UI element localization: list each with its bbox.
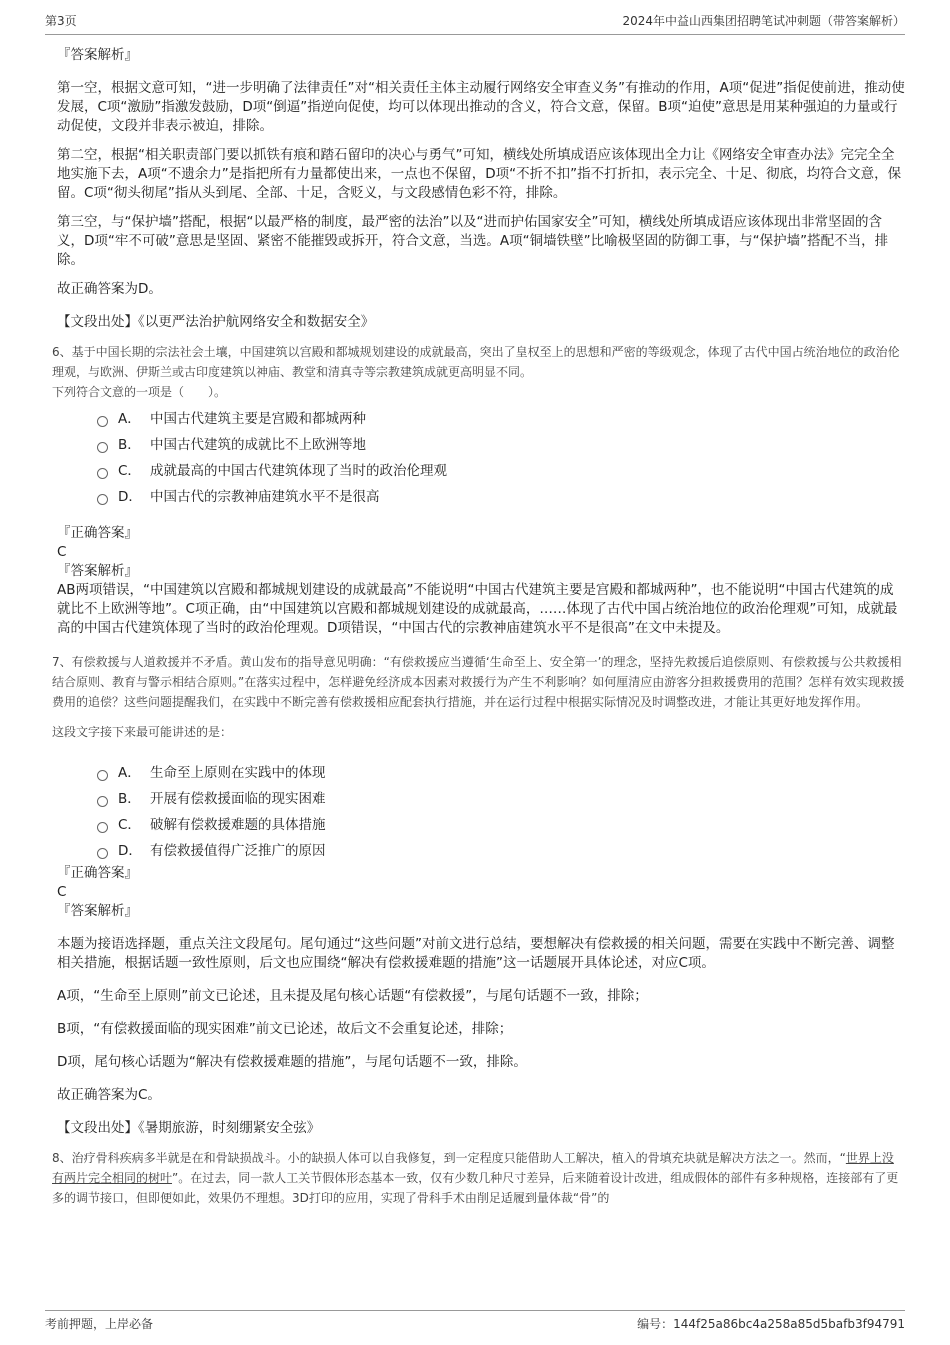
option-list bbox=[97, 760, 905, 864]
document-id: 编号：144f25a86bc4a258a85d5bafb3f94791 bbox=[637, 1317, 905, 1331]
conclusion: 故正确答案为C。 bbox=[57, 1087, 161, 1103]
option-label: D． bbox=[118, 843, 142, 859]
radio-button[interactable] bbox=[97, 494, 108, 505]
stem-text: ”。在过去，同一款人工关节假体形态基本一致，仅有少数几种尺寸差异，后来随着设计改进，组成假体的部件有多种规格，连接部有了更多的调节接口，但即便如此，效果仍不理想。3D打印的应用，实现了骨科手术由削足适履到量体裁“骨”的 bbox=[52, 1171, 899, 1205]
radio-button[interactable] bbox=[97, 770, 108, 781]
option-c[interactable] bbox=[97, 458, 905, 484]
page-header bbox=[45, 12, 905, 35]
passage-source: 【文段出处】《以更严法治护航网络安全和数据安全》 bbox=[57, 314, 375, 330]
option-text: 中国古代的宗教神庙建筑水平不是很高 bbox=[150, 489, 380, 505]
analysis-label: 『答案解析』 bbox=[57, 903, 138, 919]
document-body bbox=[52, 46, 905, 1208]
analysis-paragraph: 第三空，与“保护墙”搭配，根据“以最严格的制度，最严密的法治”以及“进而护佑国家安全”可知，横线处所填成语应该体现出非常坚固的含义，D项“牢不可破”意思是坚固、紧密不能摧毁或拆开，符合文意，当选。A项“铜墙铁壁”比喻极坚固的防御工事，与“保护墙”搭配不当，排除。 bbox=[57, 214, 889, 268]
option-text: 破解有偿救援难题的具体措施 bbox=[150, 817, 326, 833]
question-prompt: 这段文字接下来最可能讲述的是： bbox=[52, 725, 233, 739]
analysis-paragraph: AB两项错误，“中国建筑以宫殿和都城规划建设的成就最高”不能说明“中国古代建筑主要是宫殿和都城两种”，也不能说明“中国古代建筑的成就比不上欧洲等地”。C项正确，由“中国建筑以宫殿和都城规划建设的成就最高，……体现了古代中国占统治地位的政治伦理观”可知，成就最高的中国古代建筑体现了当时的政治伦理观。D项错误，“中国古代的宗教神庙建筑水平不是很高”在文中未提及。 bbox=[57, 582, 898, 636]
option-list bbox=[97, 406, 905, 510]
correct-answer-label: 『正确答案』 bbox=[57, 865, 138, 881]
option-b[interactable] bbox=[97, 786, 905, 812]
conclusion: 故正确答案为D。 bbox=[57, 281, 162, 297]
option-label: A． bbox=[118, 411, 141, 427]
page-number: 第3页 bbox=[45, 14, 77, 28]
option-a[interactable] bbox=[97, 406, 905, 432]
radio-button[interactable] bbox=[97, 796, 108, 807]
option-text: 成就最高的中国古代建筑体现了当时的政治伦理观 bbox=[150, 463, 447, 479]
correct-answer: C bbox=[57, 884, 67, 900]
option-d[interactable] bbox=[97, 484, 905, 510]
question-prompt: 下列符合文意的一项是（ ）。 bbox=[52, 385, 227, 399]
analysis-label: 『答案解析』 bbox=[57, 47, 138, 63]
footer-slogan: 考前押题，上岸必备 bbox=[45, 1317, 154, 1331]
analysis-paragraph: 本题为接语选择题，重点关注文段尾句。尾句通过“这些问题”对前文进行总结，要想解决有偿救援的相关问题，需要在实践中不断完善、调整相关措施，根据话题一致性原则，后文也应围绕“解决有偿救援难题的措施”这一话题展开具体论述，对应C项。 bbox=[57, 936, 895, 971]
analysis-paragraph: D项，尾句核心话题为“解决有偿救援难题的措施”，与尾句话题不一致，排除。 bbox=[57, 1054, 527, 1070]
option-label: C． bbox=[118, 463, 141, 479]
option-c[interactable] bbox=[97, 812, 905, 838]
option-b[interactable] bbox=[97, 432, 905, 458]
radio-button[interactable] bbox=[97, 442, 108, 453]
underlined-quote: 世界上没有两片完全相同的树叶 bbox=[52, 1151, 894, 1185]
page-footer bbox=[45, 1310, 905, 1339]
analysis-paragraph: 第二空，根据“相关职责部门要以抓铁有痕和踏石留印的决心与勇气”可知，横线处所填成语应该体现出全力让《网络安全审查办法》完完全全地实施下去，A项“不遗余力”是指把所有力量都使出来，一点也不保留，D项“不折不扣”指不打折扣，表示完全、十足、彻底，均符合文意，保留。C项“彻头彻尾”指从头到尾、全部、十足，含贬义，与文段感情色彩不符，排除。 bbox=[57, 147, 902, 201]
radio-button[interactable] bbox=[97, 416, 108, 427]
correct-answer: C bbox=[57, 544, 67, 560]
question-stem: 6、基于中国长期的宗法社会土壤，中国建筑以宫殿和都城规划建设的成就最高，突出了皇权至上的思想和严密的等级观念，体现了古代中国占统治地位的政治伦理观，与欧洲、伊斯兰或古印度建筑以神庙、教堂和清真寺等宗教建筑成就更高明显不同。 bbox=[52, 345, 900, 379]
document-title: 2024年中益山西集团招聘笔试冲刺题（带答案解析） bbox=[622, 14, 905, 28]
radio-button[interactable] bbox=[97, 468, 108, 479]
option-text: 生命至上原则在实践中的体现 bbox=[150, 765, 326, 781]
option-label: A． bbox=[118, 765, 141, 781]
question-stem: 7、有偿救援与人道救援并不矛盾。黄山发布的指导意见明确：“有偿救援应当遵循‘生命至上、安全第一’的理念，坚持先救援后追偿原则、有偿救援与公共救援相结合原则、教育与警示相结合原则。”在落实过程中，怎样避免经济成本因素对救援行为产生不利影响？如何厘清应由游客分担救援费用的范围？怎样有效实现救援费用的追偿？这些问题提醒我们，在实践中不断完善有偿救援相应配套执行措施，并在运行过程中根据实际情况及时调整改进，才能让其更好地发挥作用。 bbox=[52, 655, 905, 709]
option-a[interactable] bbox=[97, 760, 905, 786]
option-label: C． bbox=[118, 817, 141, 833]
option-label: B． bbox=[118, 791, 141, 807]
radio-button[interactable] bbox=[97, 848, 108, 859]
analysis-label: 『答案解析』 bbox=[57, 563, 138, 579]
option-text: 有偿救援值得广泛推广的原因 bbox=[150, 843, 326, 859]
radio-button[interactable] bbox=[97, 822, 108, 833]
analysis-paragraph: B项，“有偿救援面临的现实困难”前文已论述，故后文不会重复论述，排除； bbox=[57, 1021, 513, 1037]
option-label: D． bbox=[118, 489, 142, 505]
option-label: B． bbox=[118, 437, 141, 453]
option-d[interactable] bbox=[97, 838, 905, 864]
stem-text: 8、治疗骨科疾病多半就是在和骨缺损战斗。小的缺损人体可以自我修复，到一定程度只能借助人工解决，植入的骨填充块就是解决方法之一。然而，“ bbox=[52, 1151, 846, 1165]
option-text: 中国古代建筑的成就比不上欧洲等地 bbox=[150, 437, 366, 453]
correct-answer-label: 『正确答案』 bbox=[57, 525, 138, 541]
option-text: 开展有偿救援面临的现实困难 bbox=[150, 791, 326, 807]
passage-source: 【文段出处】《暑期旅游，时刻绷紧安全弦》 bbox=[57, 1120, 321, 1136]
analysis-paragraph: A项，“生命至上原则”前文已论述，且未提及尾句核心话题“有偿救援”，与尾句话题不一致，排除； bbox=[57, 988, 648, 1004]
analysis-paragraph: 第一空，根据文意可知，“进一步明确了法律责任”对“相关责任主体主动履行网络安全审查义务”有推动的作用，A项“促进”指促使前进，推动使发展，C项“激励”指激发鼓励，D项“倒逼”指逆向促使，均可以体现出推动的含义，符合文意，保留。B项“迫使”意思是用某种强迫的力量或行动促使，文段并非表示被迫，排除。 bbox=[57, 80, 905, 134]
option-text: 中国古代建筑主要是宫殿和都城两种 bbox=[150, 411, 366, 427]
question-stem bbox=[52, 1148, 905, 1208]
